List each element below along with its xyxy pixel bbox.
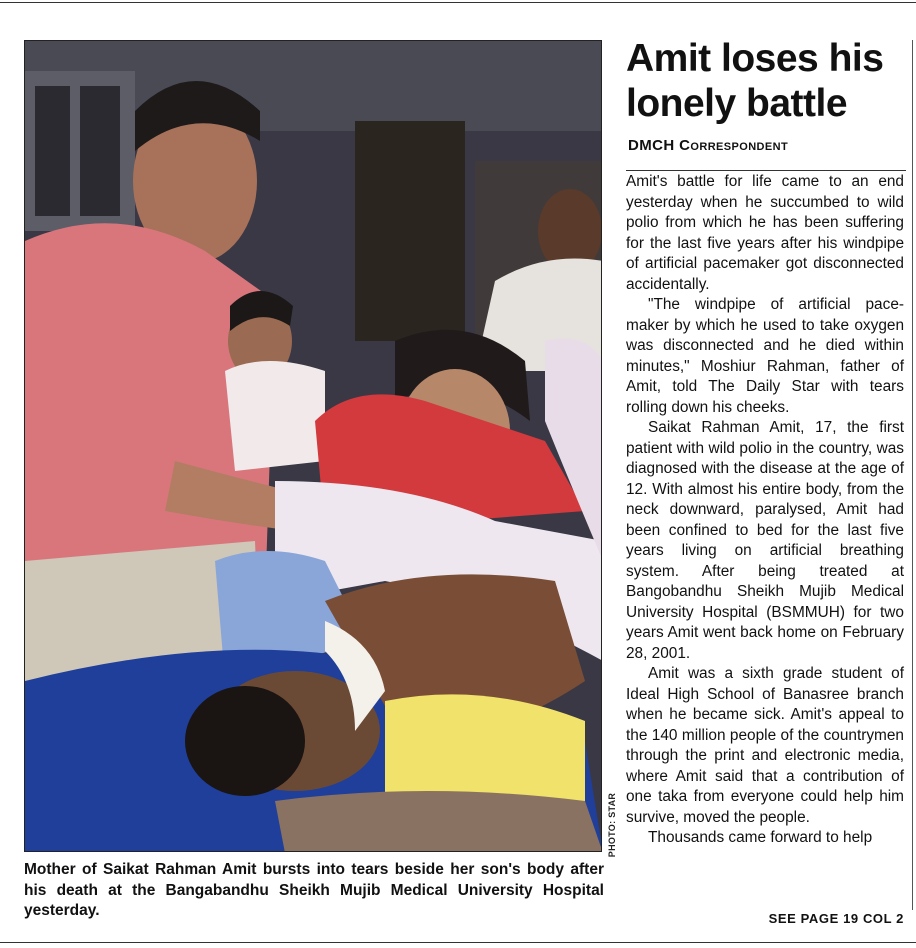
bottom-rule	[0, 942, 916, 943]
photo-caption: Mother of Saikat Rahman Amit bursts into tears beside her son's body after his death at the Bangabandhu Sheikh Mujib Medical University Hospital yesterday.	[24, 861, 604, 919]
headline: Amit loses his lonely battle	[626, 37, 884, 125]
byline-rule	[626, 170, 906, 171]
article-body	[626, 172, 904, 849]
hospital-scene-photo	[25, 41, 602, 852]
paragraph: Saikat Rahman Amit, 17, the first patient with wild polio in the country, was diagnosed with the disease at the age of 12. With almost his entire body, from the neck downward, paralysed, Amit had been confined to bed for the last five years living on artificial breathing system. After being treated at Bangobandhu Sheikh Mujib Medical University Hospital (BSMMUH) for two years Amit went back home on February 28, 2001.	[626, 419, 904, 662]
photo-credit: PHOTO: STAR	[607, 792, 617, 858]
paragraph: "The windpipe of artificial pace-maker by which he used to take oxygen was disconnected and he died within minutes," Moshiur Rahman, father of Amit, told The Daily Star with tears rolling down his cheeks.	[626, 296, 904, 416]
paragraph: Amit's battle for life came to an end yesterday when he succumbed to wild polio from which he has been suffering for the last five years after his windpipe of artificial pacemaker got disconnected accidentally.	[626, 173, 904, 293]
continued-jump-line: SEE PAGE 19 COL 2	[768, 911, 904, 926]
top-rule	[0, 2, 916, 3]
paragraph: Amit was a sixth grade student of Ideal High School of Banasree branch when he became sick. Amit's appeal to the 140 million people of the countrymen through the print and electronic media, where Amit said that a contribution of one taka from everyone could help him survive, moved the people.	[626, 665, 904, 826]
paragraph: Thousands came forward to help	[648, 829, 873, 846]
news-photo	[24, 40, 602, 852]
byline: DMCH Correspondent	[628, 137, 789, 154]
column-rule	[912, 40, 913, 910]
